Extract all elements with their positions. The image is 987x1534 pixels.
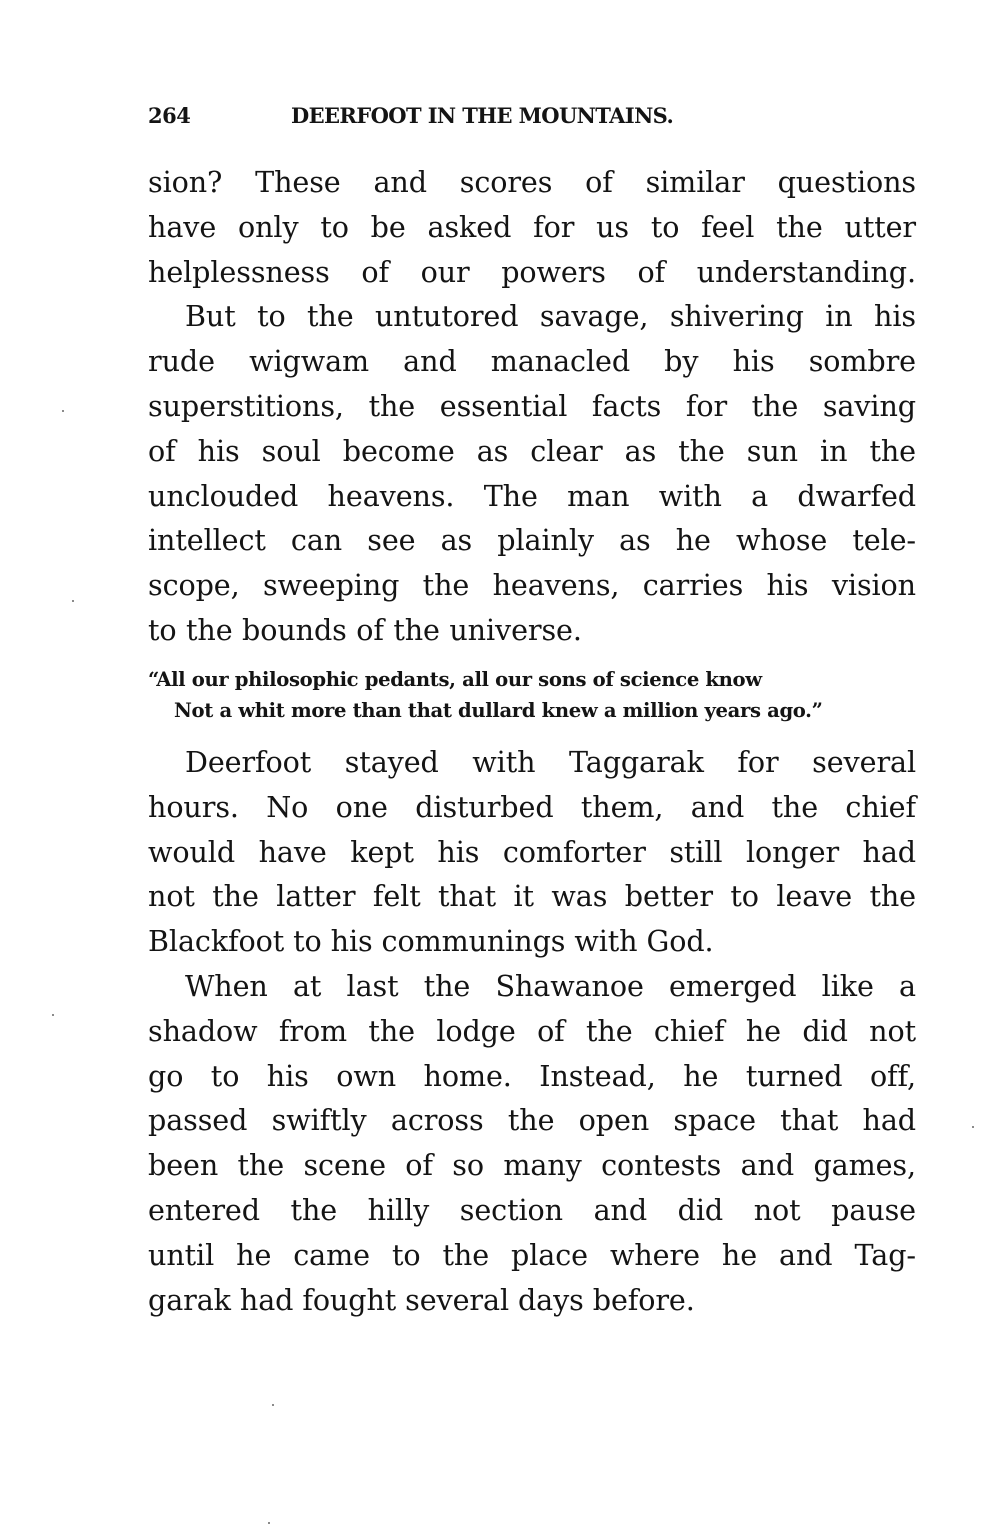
paragraph-line: not the latter felt that it was better to leave the: [148, 879, 916, 914]
paragraph-line: would have kept his comforter still longer had: [148, 834, 916, 869]
scan-speck: [72, 600, 74, 602]
scan-speck: [52, 1014, 54, 1016]
page-header: [148, 98, 918, 134]
paragraph-line: intellect can see as plainly as he whose tele-: [148, 523, 916, 558]
paragraph-line: hours. No one disturbed them, and the chief: [148, 789, 916, 824]
paragraph-line: superstitions, the essential facts for the saving: [148, 388, 916, 423]
paragraph-line: garak had fought several days before.: [148, 1282, 695, 1317]
paragraph-line: been the scene of so many contests and games,: [148, 1148, 916, 1183]
paragraph-line: When at last the Shawanoe emerged like a: [185, 969, 916, 1003]
paragraph-line: unclouded heavens. The man with a dwarfed: [148, 478, 916, 513]
paragraph-line: entered the hilly section and did not pause: [148, 1192, 916, 1227]
paragraph-line: go to his own home. Instead, he turned off,: [148, 1058, 916, 1093]
quote-line: Not a whit more than that dullard knew a million years ago.”: [174, 699, 823, 722]
scan-speck: [972, 1126, 974, 1128]
verse-quotation: [148, 664, 918, 726]
scan-speck: [272, 1404, 274, 1406]
paragraph-4: [148, 964, 916, 1322]
paragraph-line: to the bounds of the universe.: [148, 612, 582, 647]
paragraph-2: [148, 294, 916, 652]
page-number: 264: [148, 103, 191, 128]
paragraph-line: passed swiftly across the open space that had: [148, 1103, 916, 1138]
paragraph-line: scope, sweeping the heavens, carries his vision: [148, 568, 916, 603]
paragraph-line: Blackfoot to his communings with God.: [148, 924, 714, 959]
paragraph-line: have only to be asked for us to feel the utter: [148, 209, 916, 244]
paragraph-line: sion? These and scores of similar questions: [148, 165, 916, 199]
paragraph-line: But to the untutored savage, shivering in his: [185, 299, 916, 334]
running-title: DEERFOOT IN THE MOUNTAINS.: [291, 103, 674, 128]
body-paragraphs-1-2: [148, 160, 916, 653]
paragraph-line: shadow from the lodge of the chief he did not: [148, 1013, 916, 1048]
paragraph-line: helplessness of our powers of understanding.: [148, 254, 916, 289]
paragraph-1: [148, 160, 916, 294]
paragraph-line: until he came to the place where he and Tag-: [148, 1237, 916, 1272]
paragraph-line: of his soul become as clear as the sun in the: [148, 433, 916, 468]
scan-speck: [268, 1522, 270, 1524]
paragraph-3: [148, 740, 916, 964]
paragraph-line: rude wigwam and manacled by his sombre: [148, 344, 916, 379]
quote-line: “All our philosophic pedants, all our sons of science know: [148, 668, 762, 691]
scan-speck: [62, 410, 64, 412]
paragraph-line: Deerfoot stayed with Taggarak for several: [185, 745, 916, 779]
